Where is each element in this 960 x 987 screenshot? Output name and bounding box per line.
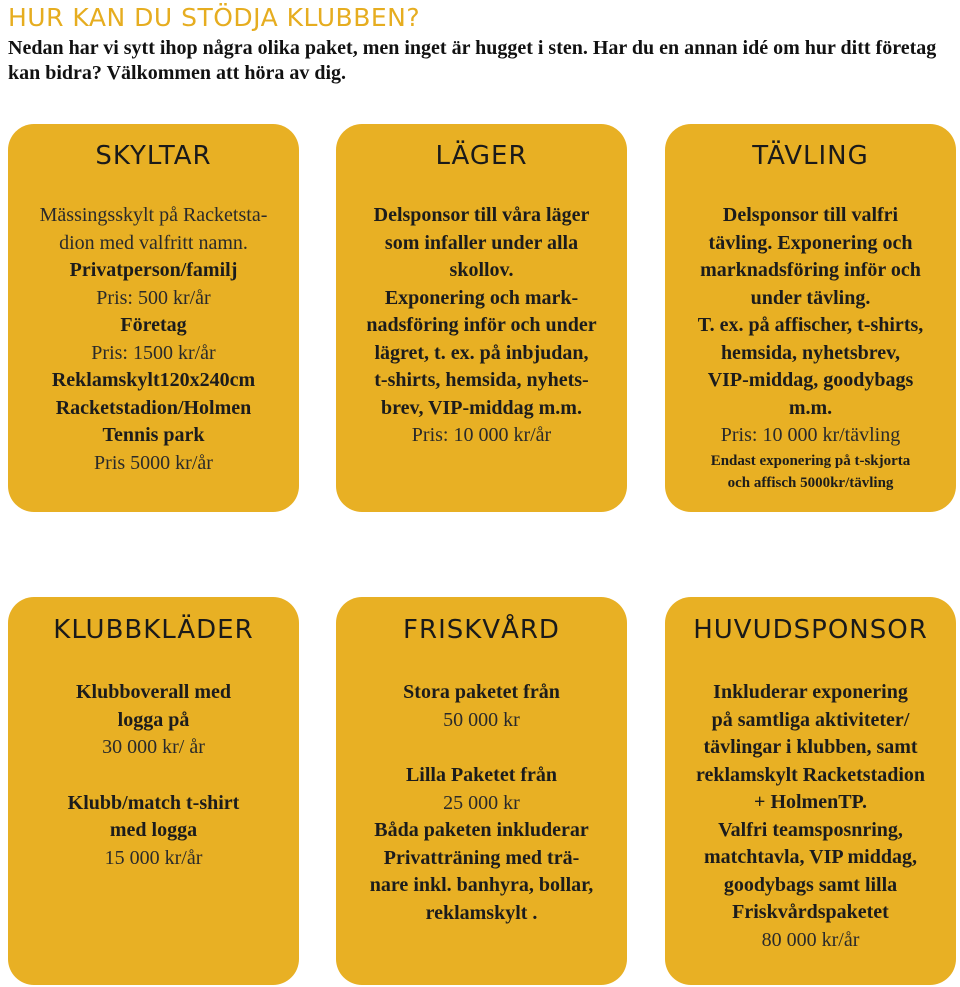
card-line: tävling. Exponering och — [708, 231, 913, 254]
card-line: Tennis park — [102, 424, 205, 446]
card-line: 50 000 kr — [443, 708, 520, 731]
card-tavling — [665, 124, 956, 512]
card-line: Pris 5000 kr/år — [94, 451, 213, 474]
card-friskvard — [336, 597, 627, 985]
card-title: TÄVLING — [752, 141, 869, 171]
card-line: Pris: 10 000 kr/tävling — [720, 424, 901, 446]
page-title: HUR KAN DU STÖDJA KLUBBEN? — [8, 3, 421, 32]
card-line: Racketstadion/Holmen — [55, 396, 252, 419]
card-line: lägret, t. ex. på inbjudan, — [374, 341, 589, 364]
card-line: Pris: 10 000 kr/år — [411, 424, 552, 446]
card-klubbklader — [8, 597, 299, 985]
card-line: 15 000 kr/år — [104, 846, 203, 869]
card-line: m.m. — [788, 396, 833, 419]
card-line: Lilla Paketet från — [405, 764, 558, 786]
card-line: logga på — [117, 708, 190, 731]
card-line: Valfri teamsposnring, — [718, 818, 903, 841]
card-line: Privatperson/familj — [69, 259, 238, 281]
card-line: T. ex. på affischer, t-shirts, — [697, 314, 924, 336]
card-line: Inkluderar exponering — [713, 681, 908, 703]
card-line: matchtavla, VIP middag, — [704, 846, 917, 868]
card-line: Pris: 500 kr/år — [96, 286, 211, 309]
card-line: Delsponsor till valfri — [722, 204, 899, 226]
card-title: SKYLTAR — [95, 141, 212, 171]
card-lager — [336, 124, 627, 512]
card-line: Delsponsor till våra läger — [373, 204, 590, 226]
card-line: marknadsföring inför och — [700, 259, 921, 281]
card-line: Privatträning med trä- — [383, 846, 580, 869]
card-title: LÄGER — [435, 141, 528, 171]
card-line: Stora paketet från — [403, 681, 560, 703]
card-line: + HolmenTP. — [754, 791, 867, 813]
card-line: 80 000 kr/år — [761, 928, 860, 951]
card-line: reklamskylt . — [425, 901, 538, 924]
card-line: nadsföring inför och under — [366, 314, 597, 336]
card-line: reklamskylt Racketstadion — [695, 763, 926, 786]
card-line: Mässingsskylt på Racketsta- — [39, 204, 268, 226]
card-huvudsponsor — [665, 597, 956, 985]
card-line: Företag — [120, 314, 187, 336]
card-line: med logga — [109, 819, 198, 841]
card-line: skollov. — [449, 259, 514, 281]
card-line: nare inkl. banhyra, bollar, — [369, 874, 594, 896]
card-line: och affisch 5000kr/tävling — [727, 474, 894, 491]
card-line: Klubboverall med — [75, 681, 231, 703]
card-title: HUVUDSPONSOR — [693, 615, 928, 645]
card-line: som infaller under alla — [384, 231, 579, 254]
card-line: tävlingar i klubben, samt — [703, 736, 918, 758]
card-line: Reklamskylt120x240cm — [51, 369, 256, 391]
card-line: VIP-middag, goodybags — [707, 369, 914, 391]
card-title: FRISKVÅRD — [403, 615, 560, 645]
card-line: Endast exponering på t-skjorta — [710, 452, 911, 469]
card-line: Båda paketen inkluderar — [374, 819, 589, 841]
intro-text: Nedan har vi sytt ihop några olika paket, men inget är hugget i sten. Har du en annan idé om hur ditt företag kan bidra? Välkommen att höra av dig. — [8, 37, 937, 84]
card-line: på samtliga aktiviteter/ — [711, 708, 910, 731]
card-line: Pris: 1500 kr/år — [91, 341, 216, 364]
card-skyltar — [8, 124, 299, 512]
card-line: dion med valfritt namn. — [59, 231, 248, 254]
card-line: 30 000 kr/ år — [102, 736, 205, 758]
card-line: Exponering och mark- — [384, 286, 579, 309]
card-line: Friskvårdspaketet — [732, 901, 889, 923]
card-line: Klubb/match t-shirt — [67, 791, 240, 814]
card-line: 25 000 kr — [443, 791, 520, 814]
card-line: brev, VIP-middag m.m. — [381, 396, 582, 419]
card-line: goodybags samt lilla — [723, 873, 898, 896]
card-line: under tävling. — [750, 286, 871, 309]
card-line: hemsida, nyhetsbrev, — [720, 341, 901, 364]
card-title: KLUBBKLÄDER — [53, 615, 254, 645]
card-line: t-shirts, hemsida, nyhets- — [374, 369, 589, 391]
